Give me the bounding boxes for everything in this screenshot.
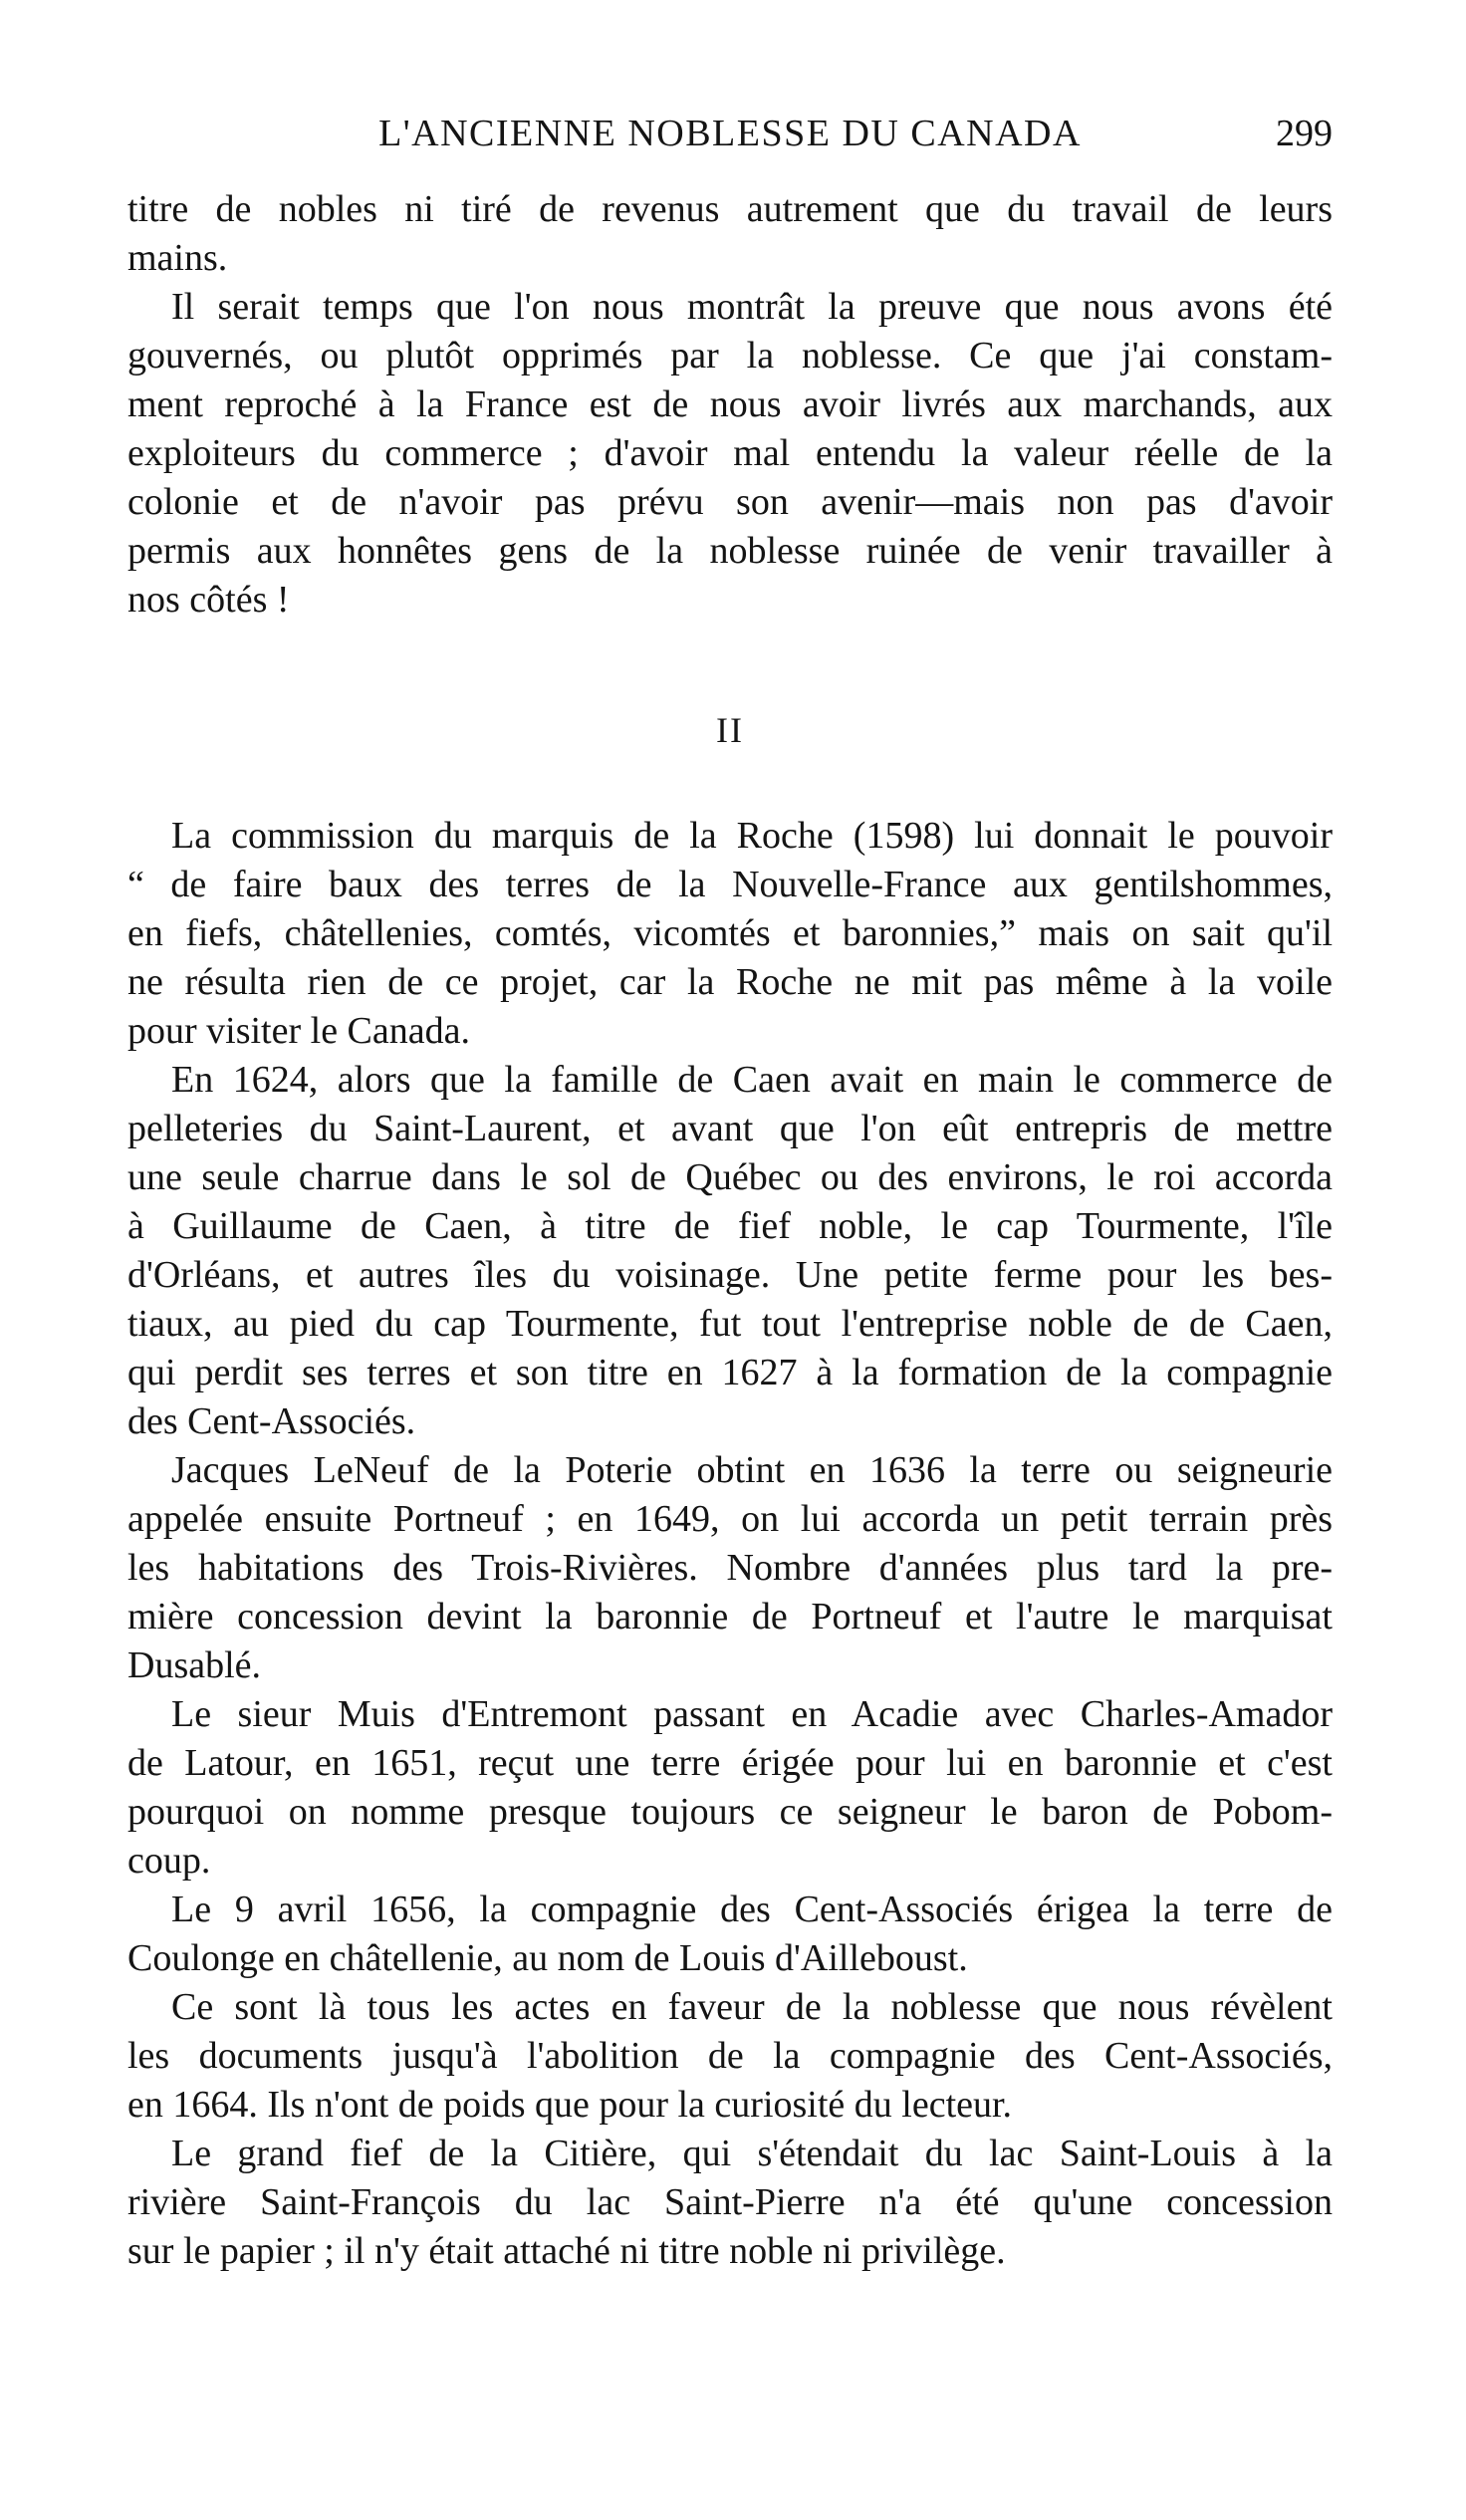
running-head bbox=[127, 104, 1333, 163]
text-line: rivière Saint-François du lac Saint-Pierre n'a été qu'une concession bbox=[127, 2181, 1333, 2223]
text-line: En 1624, alors que la famille de Caen avait en main le commerce de bbox=[171, 1059, 1333, 1101]
text-line: titre de nobles ni tiré de revenus autrement que du travail de leurs bbox=[127, 188, 1333, 230]
text-line: nos côtés ! bbox=[127, 579, 290, 621]
text-line: sur le papier ; il n'y était attaché ni titre noble ni privilège. bbox=[127, 2230, 1006, 2272]
text-line: d'Orléans, et autres îles du voisinage. Une petite ferme pour les bes- bbox=[127, 1254, 1333, 1296]
text-line: colonie et de n'avoir pas prévu son avenir—mais non pas d'avoir bbox=[127, 481, 1333, 523]
text-line: pour visiter le Canada. bbox=[127, 1010, 471, 1052]
text-block-section-ii bbox=[127, 812, 1333, 2276]
text-line: mains. bbox=[127, 237, 228, 279]
text-line: permis aux honnêtes gens de la noblesse ruinée de venir travailler à bbox=[127, 530, 1333, 572]
text-line: Jacques LeNeuf de la Poterie obtint en 1636 la terre ou seigneurie bbox=[171, 1449, 1333, 1491]
text-block-continuation bbox=[127, 185, 1333, 625]
text-line: ne résulta rien de ce projet, car la Roche ne mit pas même à la voile bbox=[127, 961, 1333, 1003]
text-line: Il serait temps que l'on nous montrât la preuve que nous avons été bbox=[171, 286, 1333, 328]
text-line: exploiteurs du commerce ; d'avoir mal entendu la valeur réelle de la bbox=[127, 432, 1333, 474]
text-line: Ce sont là tous les actes en faveur de la noblesse que nous révèlent bbox=[171, 1986, 1333, 2028]
text-line: une seule charrue dans le sol de Québec ou des environs, le roi accorda bbox=[127, 1156, 1333, 1198]
running-title: L'ANCIENNE NOBLESSE DU CANADA bbox=[378, 113, 1082, 154]
text-line: des Cent-Associés. bbox=[127, 1400, 416, 1442]
text-line: Le grand fief de la Citière, qui s'étendait du lac Saint-Louis à la bbox=[171, 2133, 1333, 2174]
text-line: pelleteries du Saint-Laurent, et avant que l'on eût entrepris de mettre bbox=[127, 1108, 1333, 1149]
text-line: tiaux, au pied du cap Tourmente, fut tout l'entreprise noble de de Caen, bbox=[127, 1303, 1333, 1345]
text-line: gouvernés, ou plutôt opprimés par la noblesse. Ce que j'ai constam- bbox=[127, 335, 1333, 377]
text-line: La commission du marquis de la Roche (1598) lui donnait le pouvoir bbox=[171, 815, 1333, 857]
text-line: à Guillaume de Caen, à titre de fief noble, le cap Tourmente, l'île bbox=[127, 1205, 1333, 1247]
text-line: Le sieur Muis d'Entremont passant en Acadie avec Charles-Amador bbox=[171, 1693, 1333, 1735]
page-number: 299 bbox=[1276, 113, 1333, 154]
text-line: pourquoi on nomme presque toujours ce seigneur le baron de Pobom- bbox=[127, 1791, 1333, 1833]
text-line: en 1664. Ils n'ont de poids que pour la curiosité du lecteur. bbox=[127, 2084, 1013, 2126]
text-line: mière concession devint la baronnie de Portneuf et l'autre le marquisat bbox=[127, 1596, 1333, 1638]
text-line: coup. bbox=[127, 1840, 211, 1882]
text-line: en fiefs, châtellenies, comtés, vicomtés et baronnies,” mais on sait qu'il bbox=[127, 912, 1333, 954]
section-heading: II bbox=[716, 710, 744, 750]
text-line: Dusablé. bbox=[127, 1644, 262, 1686]
text-line: Le 9 avril 1656, la compagnie des Cent-Associés érigea la terre de bbox=[171, 1889, 1333, 1930]
text-line: qui perdit ses terres et son titre en 1627 à la formation de la compagnie bbox=[127, 1352, 1333, 1393]
text-line: Coulonge en châtellenie, au nom de Louis d'Ailleboust. bbox=[127, 1937, 968, 1979]
text-line: de Latour, en 1651, reçut une terre érigée pour lui en baronnie et c'est bbox=[127, 1742, 1333, 1784]
text-line: appelée ensuite Portneuf ; en 1649, on lui accorda un petit terrain près bbox=[127, 1498, 1333, 1540]
text-line: les habitations des Trois-Rivières. Nombre d'années plus tard la pre- bbox=[127, 1547, 1333, 1589]
text-line: les documents jusqu'à l'abolition de la compagnie des Cent-Associés, bbox=[127, 2035, 1333, 2077]
text-line: “ de faire baux des terres de la Nouvelle-France aux gentilshommes, bbox=[127, 864, 1333, 905]
text-line: ment reproché à la France est de nous avoir livrés aux marchands, aux bbox=[127, 383, 1333, 425]
